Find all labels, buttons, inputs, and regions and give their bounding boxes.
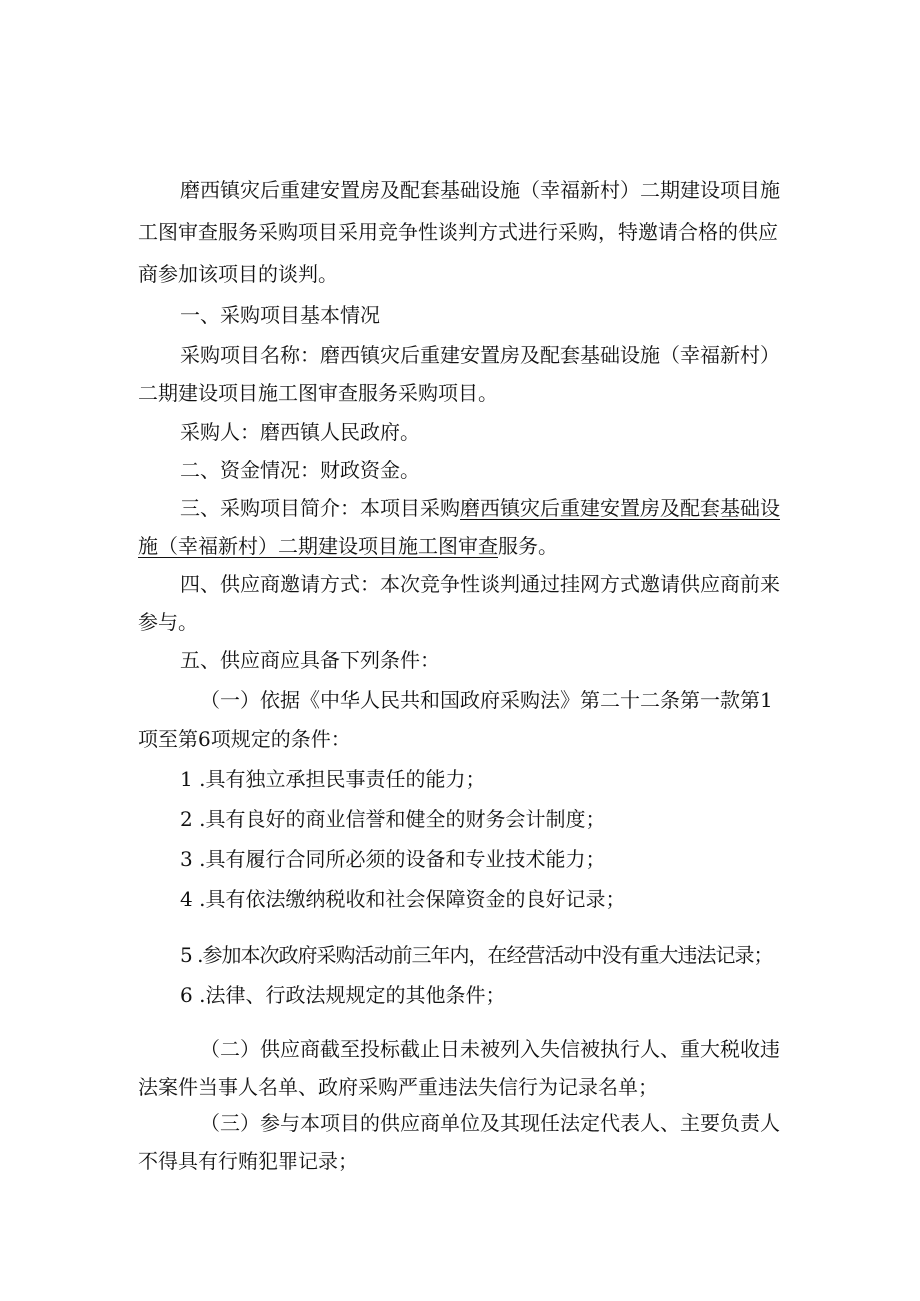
section-5-3-line-1: （三）参与本项目的供应商单位及其现任法定代表人、主要负责人 xyxy=(200,1111,780,1135)
intro-line-1: 磨西镇灾后重建安置房及配套基础设施（幸福新村）二期建设项目施 xyxy=(180,178,780,202)
condition-item-6: 6 .法律、行政法规规定的其他条件； xyxy=(180,983,506,1007)
section-5-3-line-2: 不得具有行贿犯罪记录； xyxy=(138,1149,358,1173)
project-name-line-2: 二期建设项目施工图审查服务采购项目。 xyxy=(138,381,498,405)
condition-item-3: 3 .具有履行合同所必须的设备和专业技术能力； xyxy=(180,847,606,871)
section-5-2-line-2: 法案件当事人名单、政府采购严重违法失信行为记录名单； xyxy=(138,1075,658,1099)
section-5-2-line-1: （二）供应商截至投标截止日未被列入失信被执行人、重大税收违 xyxy=(200,1037,780,1061)
intro-line-3: 商参加该项目的谈判。 xyxy=(138,262,338,286)
section-3-project-underline-1: 磨西镇灾后重建安置房及配套基础设 xyxy=(460,496,780,520)
purchaser-line: 采购人：磨西镇人民政府。 xyxy=(180,420,420,444)
section-5-1-line-2: 项至第6项规定的条件： xyxy=(138,727,351,751)
condition-item-1: 1 .具有独立承担民事责任的能力； xyxy=(180,767,486,791)
section-3-suffix: 服务。 xyxy=(498,534,558,558)
project-name-line-1: 采购项目名称：磨西镇灾后重建安置房及配套基础设施（幸福新村） xyxy=(180,343,780,367)
section-3-line-1 xyxy=(180,495,788,521)
section-3-prefix: 三、采购项目简介：本项目采购 xyxy=(180,496,460,520)
section-4-line-2: 参与。 xyxy=(138,610,198,634)
condition-item-4: 4 .具有依法缴纳税收和社会保障资金的良好记录； xyxy=(180,887,626,911)
section-2-funding: 二、资金情况：财政资金。 xyxy=(180,458,420,482)
section-3-line-2 xyxy=(138,533,788,559)
section-5-heading: 五、供应商应具备下列条件： xyxy=(180,648,440,672)
section-3-project-underline-2: 施（幸福新村）二期建设项目施工图审查 xyxy=(138,534,498,558)
intro-line-2: 工图审查服务采购项目采用竞争性谈判方式进行采购，特邀请合格的供应 xyxy=(138,220,778,244)
section-1-heading: 一、采购项目基本情况 xyxy=(180,303,380,327)
section-5-1-line-1: （一）依据《中华人民共和国政府采购法》第二十二条第一款第1 xyxy=(200,688,773,712)
condition-item-2: 2 .具有良好的商业信誉和健全的财务会计制度； xyxy=(180,807,606,831)
condition-item-5: 5 .参加本次政府采购活动前三年内，在经营活动中没有重大违法记录； xyxy=(180,943,773,967)
section-4-line-1: 四、供应商邀请方式：本次竞争性谈判通过挂网方式邀请供应商前来 xyxy=(180,572,780,596)
